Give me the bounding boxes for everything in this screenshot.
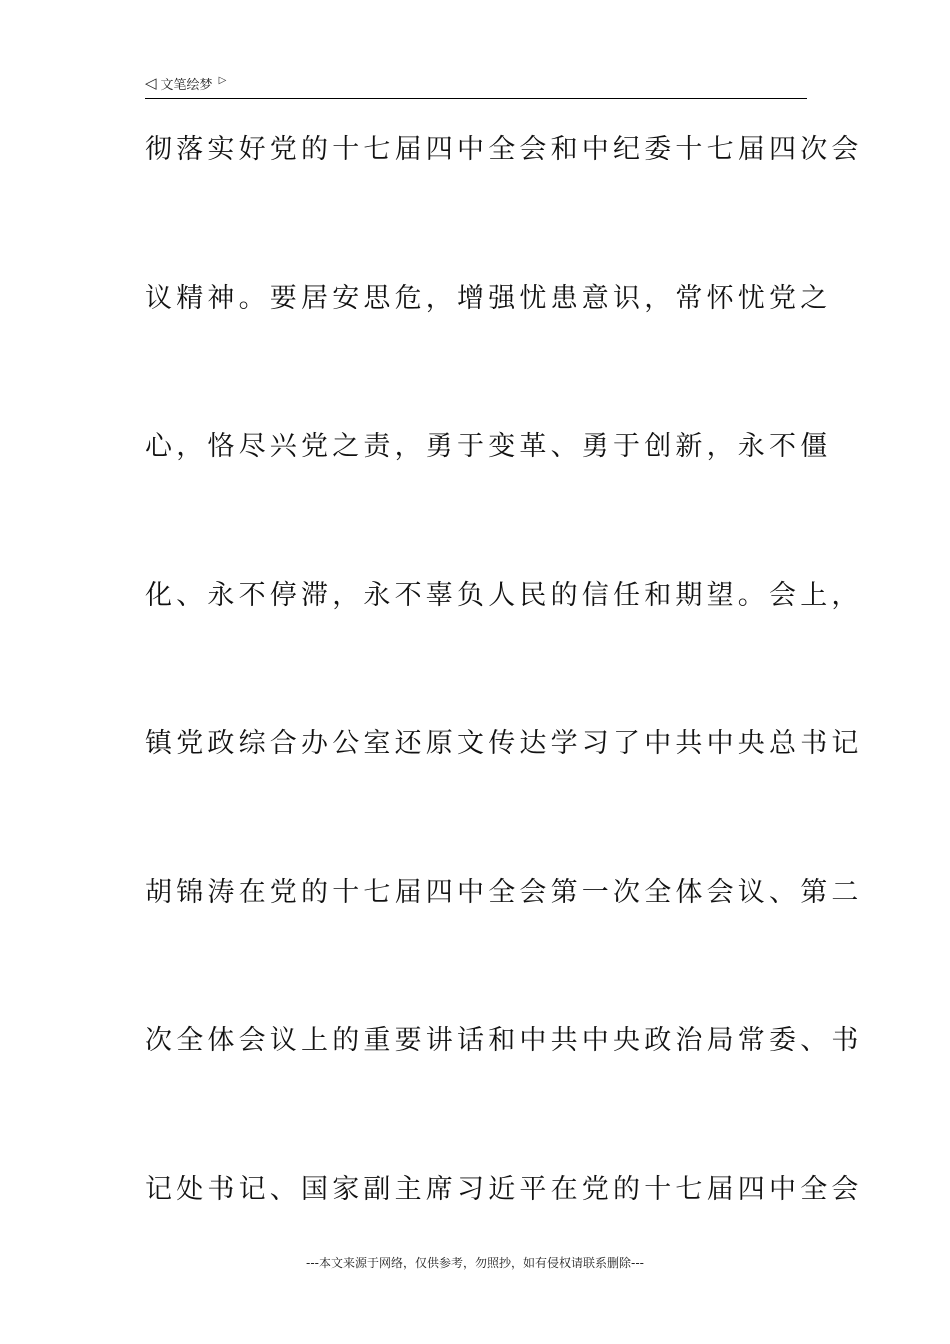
body-line: 次全体会议上的重要讲话和中共中央政治局常委、书 (145, 1025, 863, 1056)
body-line: 心，恪尽兴党之责，勇于变革、勇于创新，永不僵 (145, 431, 832, 462)
document-body (145, 130, 863, 1318)
brand-text: 文笔绘梦 (160, 78, 213, 93)
page-header (145, 74, 807, 99)
body-line: 胡锦涛在党的十七届四中全会第一次全体会议、第二 (145, 876, 863, 908)
body-line: 镇党政综合办公室还原文传达学习了中共中央总书记 (145, 728, 863, 759)
footer-disclaimer: ---本文来源于网络，仅供参考，勿照抄，如有侵权请联系删除--- (306, 1256, 644, 1270)
triangle-left-icon: ◁ (145, 74, 157, 92)
header-brand (145, 74, 226, 93)
body-line: 化、永不停滞，永不辜负人民的信任和期望。会上， (145, 579, 863, 611)
body-line: 议精神。要居安思危，增强忧患意识，常怀忧党之 (145, 282, 832, 314)
body-line: 记处书记、国家副主席习近平在党的十七届四中全会 (145, 1173, 863, 1205)
body-line: 彻落实好党的十七届四中全会和中纪委十七届四次会 (145, 134, 863, 165)
triangle-right-icon: ▷ (218, 74, 227, 86)
